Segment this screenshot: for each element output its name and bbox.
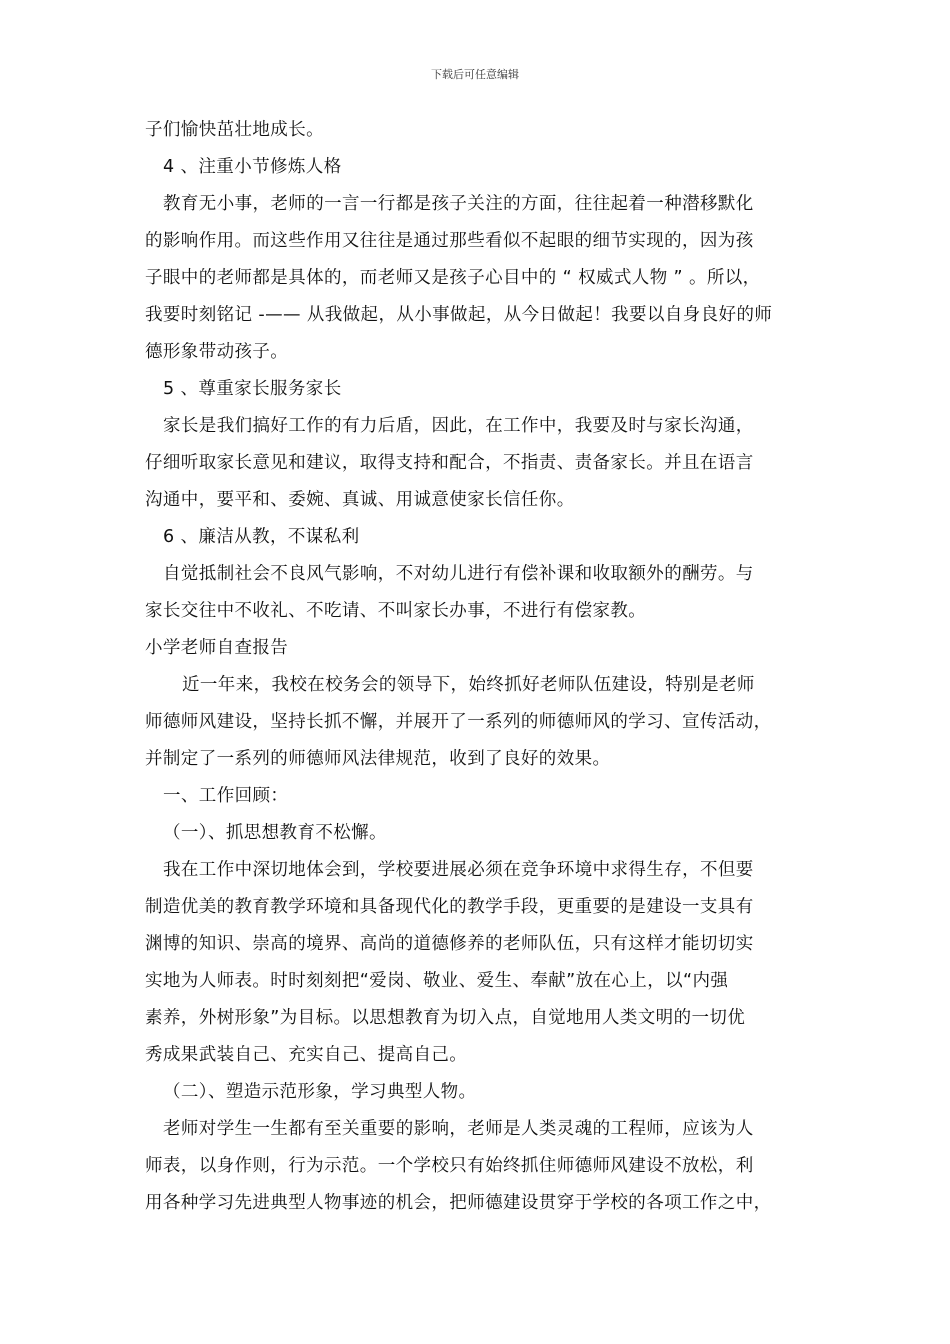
text-line: 子们愉快茁壮地成长。 [145, 120, 324, 140]
text-line: 德形象带动孩子。 [145, 342, 289, 362]
document-body [145, 112, 825, 1222]
page-header: 下载后可任意编辑 [431, 68, 519, 81]
text-line: 秀成果武装自己、充实自己、提高自己。 [145, 1045, 468, 1065]
text-line: 制造优美的教育教学环境和具备现代化的教学手段，更重要的是建设一支具有 [145, 897, 754, 917]
text-line: 师德师风建设，坚持长抓不懈，并展开了一系列的师德师风的学习、宣传活动， [145, 712, 772, 732]
text-line: 我要时刻铭记 -—— 从我做起，从小事做起，从今日做起！我要以自身良好的师 [145, 305, 773, 325]
text-line: 用各种学习先进典型人物事迹的机会，把师德建设贯穿于学校的各项工作之中， [145, 1193, 772, 1213]
text-line: 近一年来，我校在校务会的领导下，始终抓好老师队伍建设，特别是老师 [182, 675, 755, 695]
text-line: 老师对学生一生都有至关重要的影响，老师是人类灵魂的工程师，应该为人 [163, 1119, 754, 1139]
text-line: 的影响作用。而这些作用又往往是通过那些看似不起眼的细节实现的，因为孩 [145, 231, 754, 251]
text-line: 我在工作中深切地体会到，学校要进展必须在竞争环境中求得生存，不但要 [163, 860, 754, 880]
text-line: 仔细听取家长意见和建议，取得支持和配合，不指责、责备家长。并且在语言 [145, 453, 754, 473]
subsection-heading: （一）、抓思想教育不松懈。 [163, 823, 387, 843]
section-heading: 6 、廉洁从教，不谋私利 [163, 527, 360, 547]
report-title: 小学老师自查报告 [145, 638, 289, 658]
text-line: 家长交往中不收礼、不吃请、不叫家长办事，不进行有偿家教。 [145, 601, 647, 621]
text-line: 沟通中，要平和、委婉、真诚、用诚意使家长信任你。 [145, 490, 575, 510]
text-line: 家长是我们搞好工作的有力后盾，因此，在工作中，我要及时与家长沟通， [163, 416, 754, 436]
section-heading: 4 、注重小节修炼人格 [163, 157, 342, 177]
text-line: 实地为人师表。时时刻刻把“爱岗、敬业、爱生、奉献”放在心上，以“内强 [145, 971, 729, 991]
text-line: 师表，以身作则，行为示范。一个学校只有始终抓住师德师风建设不放松，利 [145, 1156, 754, 1176]
text-line: 自觉抵制社会不良风气影响，不对幼儿进行有偿补课和收取额外的酬劳。与 [163, 564, 754, 584]
text-line: 子眼中的老师都是具体的，而老师又是孩子心目中的 “ 权威式人物 ” 。所以， [145, 268, 761, 288]
section-heading: 一、工作回顾： [163, 786, 289, 806]
text-line: 素养，外树形象”为目标。以思想教育为切入点，自觉地用人类文明的一切优 [145, 1008, 746, 1028]
section-heading: 5 、尊重家长服务家长 [163, 379, 342, 399]
subsection-heading: （二）、塑造示范形象，学习典型人物。 [163, 1082, 477, 1102]
text-line: 渊博的知识、崇高的境界、高尚的道德修养的老师队伍，只有这样才能切切实 [145, 934, 754, 954]
text-line: 并制定了一系列的师德师风法律规范，收到了良好的效果。 [145, 749, 611, 769]
text-line: 教育无小事，老师的一言一行都是孩子关注的方面，往往起着一种潜移默化 [163, 194, 754, 214]
